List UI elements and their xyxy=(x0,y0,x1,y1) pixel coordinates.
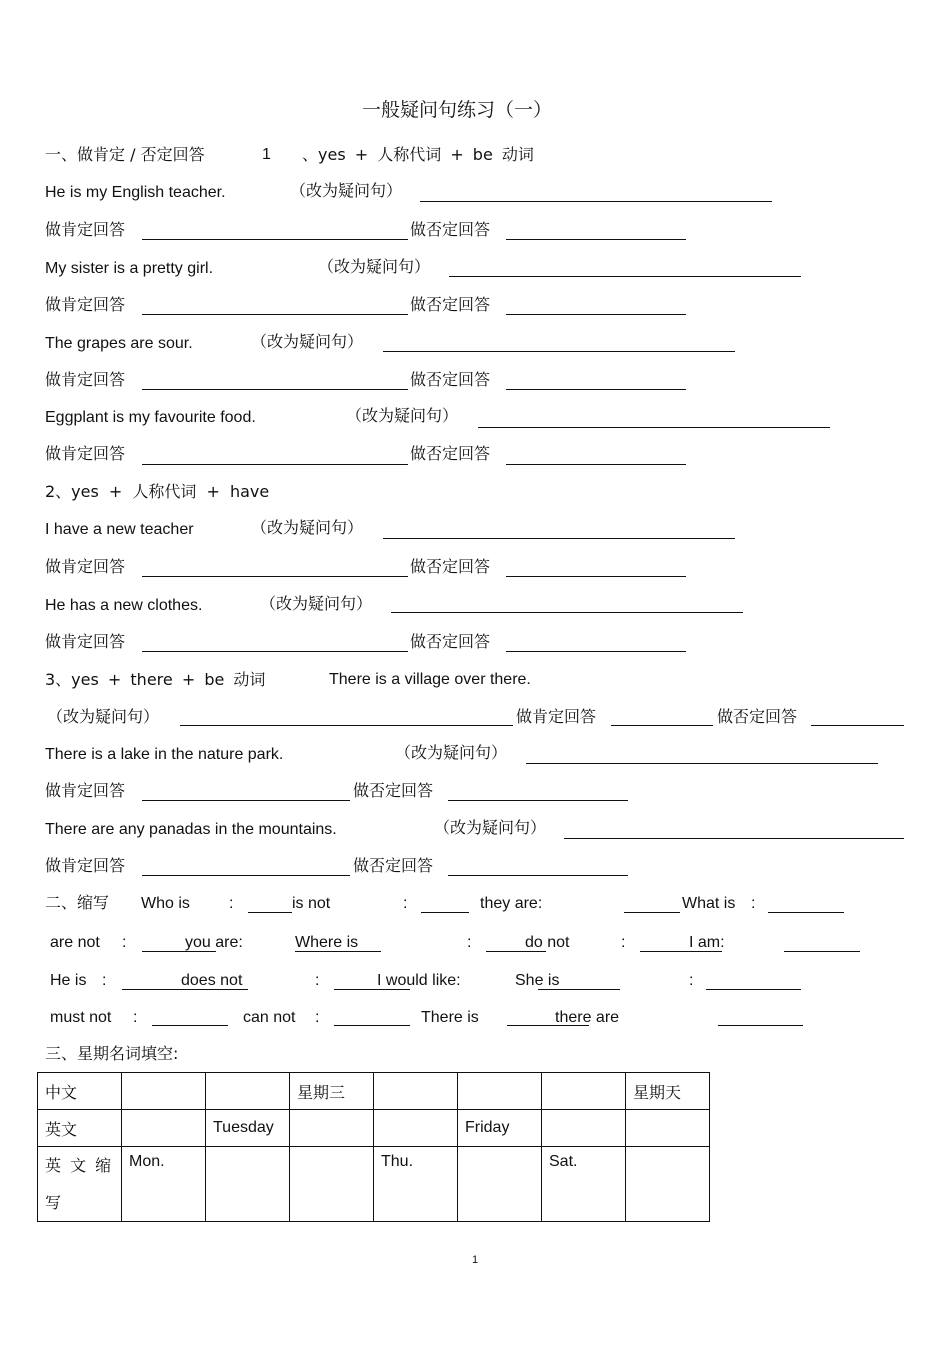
yes-label: 做肯定回答 xyxy=(516,707,597,726)
yes-label: 做肯定回答 xyxy=(45,781,126,800)
table-cell: 英 文 缩 写 xyxy=(38,1147,122,1222)
contraction-prompt: I would like: xyxy=(377,972,461,989)
contraction-answer-line[interactable] xyxy=(538,989,620,990)
no-label: 做否定回答 xyxy=(353,856,434,875)
no-label: 做否定回答 xyxy=(410,220,491,239)
no-answer-line[interactable] xyxy=(506,239,686,240)
yes-answer-line[interactable] xyxy=(142,314,408,315)
section3-example: There is a village over there. xyxy=(329,671,531,688)
table-cell[interactable] xyxy=(374,1110,458,1147)
sentence: The grapes are sour. xyxy=(45,335,193,352)
table-cell[interactable] xyxy=(458,1073,542,1110)
table-row xyxy=(38,1110,710,1147)
yes-label: 做肯定回答 xyxy=(45,444,126,463)
table-cell: 星期三 xyxy=(290,1073,374,1110)
table-cell: Sat. xyxy=(542,1147,626,1222)
colon: : xyxy=(102,972,107,989)
no-answer-line[interactable] xyxy=(506,464,686,465)
contraction-answer-line[interactable] xyxy=(706,989,801,990)
question-answer-line[interactable] xyxy=(180,725,513,726)
page-number: 1 xyxy=(472,1254,479,1266)
sentence: I have a new teacher xyxy=(45,521,194,538)
question-label: （改为疑问句） xyxy=(290,181,403,200)
section3-rule: 3、yes + there + be 动词 xyxy=(45,670,266,689)
yes-label: 做肯定回答 xyxy=(45,632,126,651)
question-label: （改为疑问句） xyxy=(318,257,431,276)
part3-heading: 三、星期名词填空: xyxy=(45,1044,179,1063)
colon: : xyxy=(467,934,472,951)
yes-label: 做肯定回答 xyxy=(45,856,126,875)
yes-answer-line[interactable] xyxy=(611,725,713,726)
question-label: （改为疑问句） xyxy=(346,406,459,425)
contraction-answer-line[interactable] xyxy=(768,912,844,913)
table-row xyxy=(38,1147,710,1222)
yes-answer-line[interactable] xyxy=(142,239,408,240)
colon: : xyxy=(689,972,694,989)
no-label: 做否定回答 xyxy=(717,707,798,726)
yes-answer-line[interactable] xyxy=(142,651,408,652)
contraction-answer-line[interactable] xyxy=(421,912,469,913)
contraction-prompt: I am: xyxy=(689,934,725,951)
contraction-answer-line[interactable] xyxy=(624,912,680,913)
sentence: He has a new clothes. xyxy=(45,597,203,614)
yes-label: 做肯定回答 xyxy=(45,220,126,239)
sentence: My sister is a pretty girl. xyxy=(45,260,214,277)
no-label: 做否定回答 xyxy=(410,370,491,389)
yes-label: 做肯定回答 xyxy=(45,295,126,314)
question-label: （改为疑问句） xyxy=(260,594,373,613)
table-cell[interactable] xyxy=(374,1073,458,1110)
contraction-prompt: She is xyxy=(515,972,560,989)
section1-rule: 、yes + 人称代词 + be 动词 xyxy=(302,145,534,164)
no-label: 做否定回答 xyxy=(353,781,434,800)
sentence: Eggplant is my favourite food. xyxy=(45,409,256,426)
table-cell: Friday xyxy=(458,1110,542,1147)
sentence: There is a lake in the nature park. xyxy=(45,746,284,763)
section1-heading: 一、做肯定 / 否定回答 xyxy=(45,145,205,164)
contraction-prompt: What is xyxy=(682,895,736,912)
contraction-prompt: does not xyxy=(181,972,243,989)
no-answer-line[interactable] xyxy=(811,725,904,726)
part2-heading: 二、缩写 xyxy=(45,893,110,912)
no-label: 做否定回答 xyxy=(410,295,491,314)
table-cell[interactable] xyxy=(626,1147,710,1222)
contraction-answer-line[interactable] xyxy=(784,951,860,952)
no-label: 做否定回答 xyxy=(410,444,491,463)
contraction-answer-line[interactable] xyxy=(334,1025,410,1026)
table-cell: Thu. xyxy=(374,1147,458,1222)
contraction-prompt: is not xyxy=(292,895,331,912)
table-cell[interactable] xyxy=(122,1073,206,1110)
contraction-prompt: do not xyxy=(525,934,570,951)
question-label: （改为疑问句） xyxy=(251,518,364,537)
yes-answer-line[interactable] xyxy=(142,875,350,876)
yes-label: 做肯定回答 xyxy=(45,557,126,576)
contraction-prompt: Who is xyxy=(141,895,190,912)
contraction-prompt: are not xyxy=(50,934,100,951)
no-answer-line[interactable] xyxy=(506,314,686,315)
colon: : xyxy=(403,895,408,912)
sentence: There are any panadas in the mountains. xyxy=(45,821,337,838)
question-answer-line[interactable] xyxy=(449,276,801,277)
table-cell[interactable] xyxy=(542,1110,626,1147)
colon: : xyxy=(315,1009,320,1026)
table-cell: 星期天 xyxy=(626,1073,710,1110)
table-cell[interactable] xyxy=(206,1073,290,1110)
no-answer-line[interactable] xyxy=(448,800,628,801)
question-answer-line[interactable] xyxy=(526,763,878,764)
question-label: （改为疑问句） xyxy=(251,332,364,351)
colon: : xyxy=(621,934,626,951)
contraction-answer-line[interactable] xyxy=(152,1025,228,1026)
weekday-table xyxy=(37,1072,710,1222)
colon: : xyxy=(122,934,127,951)
question-answer-line[interactable] xyxy=(383,538,735,539)
section1-number: 1 xyxy=(262,146,271,163)
no-label: 做否定回答 xyxy=(410,632,491,651)
no-answer-line[interactable] xyxy=(506,576,686,577)
table-cell[interactable] xyxy=(206,1147,290,1222)
no-label: 做否定回答 xyxy=(410,557,491,576)
section2-rule: 2、yes + 人称代词 + have xyxy=(45,482,270,501)
table-cell[interactable] xyxy=(122,1110,206,1147)
contraction-prompt: can not xyxy=(243,1009,296,1026)
question-label: （改为疑问句） xyxy=(434,818,547,837)
contraction-prompt: you are: xyxy=(185,934,243,951)
table-cell: Tuesday xyxy=(206,1110,290,1147)
contraction-prompt: There is xyxy=(421,1009,479,1026)
contraction-answer-line[interactable] xyxy=(295,951,381,952)
contraction-prompt: Where is xyxy=(295,934,359,951)
question-answer-line[interactable] xyxy=(391,612,743,613)
page-title: 一般疑问句练习（一） xyxy=(362,99,553,121)
yes-answer-line[interactable] xyxy=(142,464,408,465)
no-answer-line[interactable] xyxy=(448,875,628,876)
colon: : xyxy=(751,895,756,912)
yes-answer-line[interactable] xyxy=(142,389,408,390)
question-answer-line[interactable] xyxy=(564,838,904,839)
contraction-prompt: He is xyxy=(50,972,87,989)
yes-label: 做肯定回答 xyxy=(45,370,126,389)
no-answer-line[interactable] xyxy=(506,389,686,390)
contraction-prompt: they are: xyxy=(480,895,543,912)
no-answer-line[interactable] xyxy=(506,651,686,652)
yes-answer-line[interactable] xyxy=(142,800,350,801)
table-cell[interactable] xyxy=(542,1073,626,1110)
table-cell[interactable] xyxy=(458,1147,542,1222)
table-cell[interactable] xyxy=(290,1147,374,1222)
table-cell[interactable] xyxy=(626,1110,710,1147)
table-cell: 中文 xyxy=(38,1073,122,1110)
question-answer-line[interactable] xyxy=(420,201,772,202)
table-cell: 英文 xyxy=(38,1110,122,1147)
question-answer-line[interactable] xyxy=(383,351,735,352)
colon: : xyxy=(315,972,320,989)
question-label: （改为疑问句） xyxy=(395,743,508,762)
table-cell: Mon. xyxy=(122,1147,206,1222)
contraction-answer-line[interactable] xyxy=(248,912,292,913)
table-cell[interactable] xyxy=(290,1110,374,1147)
contraction-prompt: there are xyxy=(555,1009,620,1026)
question-label: （改为疑问句） xyxy=(47,707,160,726)
contraction-answer-line[interactable] xyxy=(718,1025,803,1026)
colon: : xyxy=(133,1009,138,1026)
table-row xyxy=(38,1073,710,1110)
question-answer-line[interactable] xyxy=(478,427,830,428)
contraction-prompt: must not xyxy=(50,1009,112,1026)
sentence: He is my English teacher. xyxy=(45,184,226,201)
yes-answer-line[interactable] xyxy=(142,576,408,577)
colon: : xyxy=(229,895,234,912)
